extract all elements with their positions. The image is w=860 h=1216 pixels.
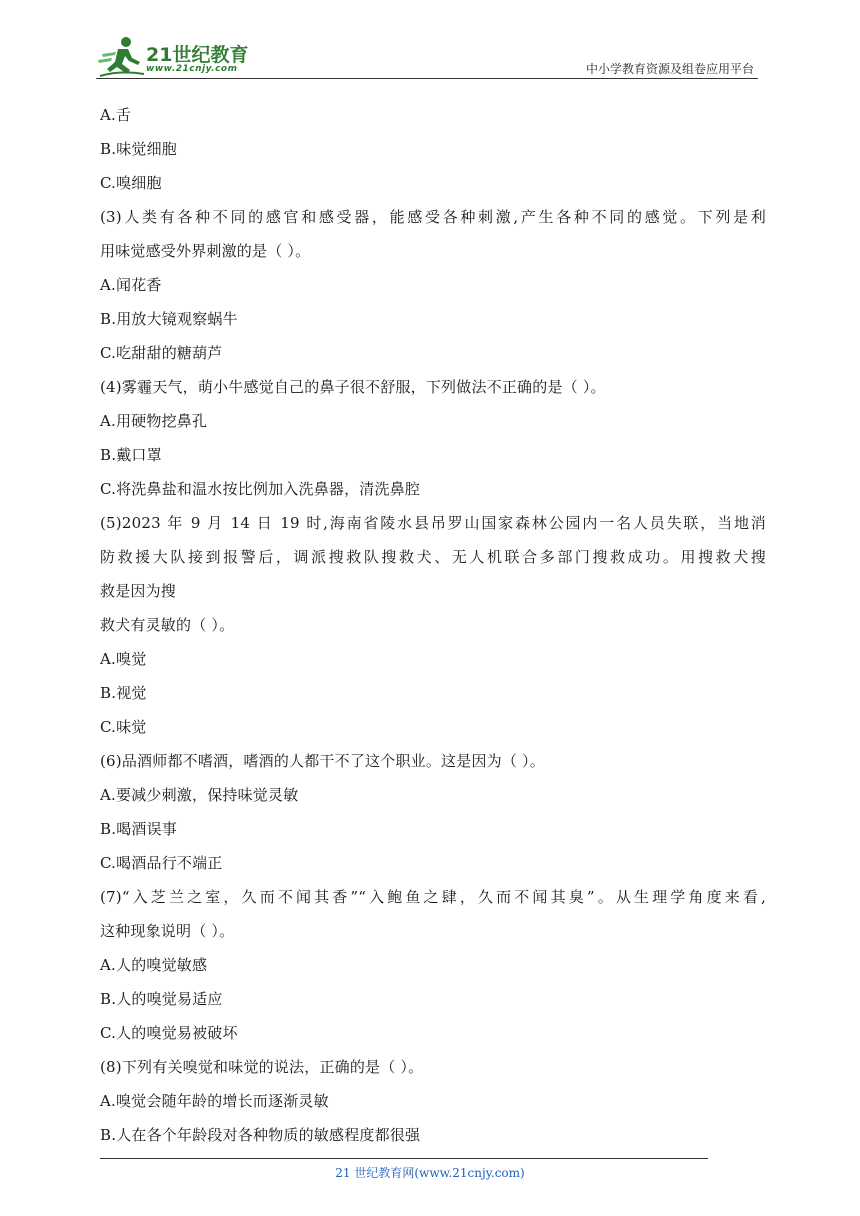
option-line: A.人的嗅觉敏感 (100, 956, 208, 974)
option-line: B.视觉 (100, 684, 147, 702)
question-line: (3)人类有各种不同的感官和感受器，能感受各种刺激,产生各种不同的感觉。下列是利 (100, 208, 766, 226)
question-content (100, 98, 766, 1152)
question-line: 防救援大队接到报警后，调派搜救队搜救犬、无人机联合多部门搜救成功。用搜救犬搜 (100, 548, 766, 566)
question-line: 用味觉感受外界刺激的是（ ）。 (100, 242, 311, 260)
option-line: C.将洗鼻盐和温水按比例加入洗鼻器，清洗鼻腔 (100, 480, 421, 498)
question-line: 救犬有灵敏的（ ）。 (100, 616, 235, 634)
option-line: C.喝酒品行不端正 (100, 854, 223, 872)
option-line: B.用放大镜观察蜗牛 (100, 310, 238, 328)
site-logo (96, 34, 266, 78)
option-line: C.人的嗅觉易被破坏 (100, 1024, 238, 1042)
option-line: C.吃甜甜的糖葫芦 (100, 344, 223, 362)
option-line: C.嗅细胞 (100, 174, 162, 192)
option-line: A.嗅觉 (100, 650, 147, 668)
page-footer: 21 世纪教育网(www.21cnjy.com) (335, 1166, 525, 1180)
option-line: A.舌 (100, 106, 132, 124)
option-line: B.喝酒误事 (100, 820, 177, 838)
question-line: 救是因为搜 (100, 582, 177, 600)
footer-divider (100, 1158, 708, 1159)
runner-icon (96, 34, 146, 78)
question-line: 这种现象说明（ ）。 (100, 922, 235, 940)
question-line: (7)“入芝兰之室，久而不闻其香”“入鲍鱼之肆，久而不闻其臭”。从生理学角度来看, (100, 888, 766, 906)
option-line: A.闻花香 (100, 276, 162, 294)
option-line: C.味觉 (100, 718, 147, 736)
option-line: B.人的嗅觉易适应 (100, 990, 223, 1008)
question-line: (6)品酒师都不嗜酒，嗜酒的人都干不了这个职业。这是因为（ ）。 (100, 752, 545, 770)
logo-text: 21世纪教育 (146, 44, 249, 66)
option-line: A.嗅觉会随年龄的增长而逐渐灵敏 (100, 1092, 329, 1110)
option-line: A.要减少刺激，保持味觉灵敏 (100, 786, 299, 804)
header-divider (96, 78, 758, 79)
option-line: B.味觉细胞 (100, 140, 177, 158)
platform-tagline: 中小学教育资源及组卷应用平台 (585, 62, 754, 76)
question-line: (4)雾霾天气，萌小牛感觉自己的鼻子很不舒服，下列做法不正确的是（ ）。 (100, 378, 606, 396)
option-line: A.用硬物挖鼻孔 (100, 412, 208, 430)
option-line: B.人在各个年龄段对各种物质的敏感程度都很强 (100, 1126, 421, 1144)
question-line: (5)2023 年 9 月 14 日 19 时,海南省陵水县吊罗山国家森林公园内一名人员失联，当地消 (100, 514, 766, 532)
logo-url: www.21cnjy.com (146, 64, 238, 74)
page-header (96, 34, 758, 80)
option-line: B.戴口罩 (100, 446, 162, 464)
question-line: (8)下列有关嗅觉和味觉的说法，正确的是（ ）。 (100, 1058, 424, 1076)
